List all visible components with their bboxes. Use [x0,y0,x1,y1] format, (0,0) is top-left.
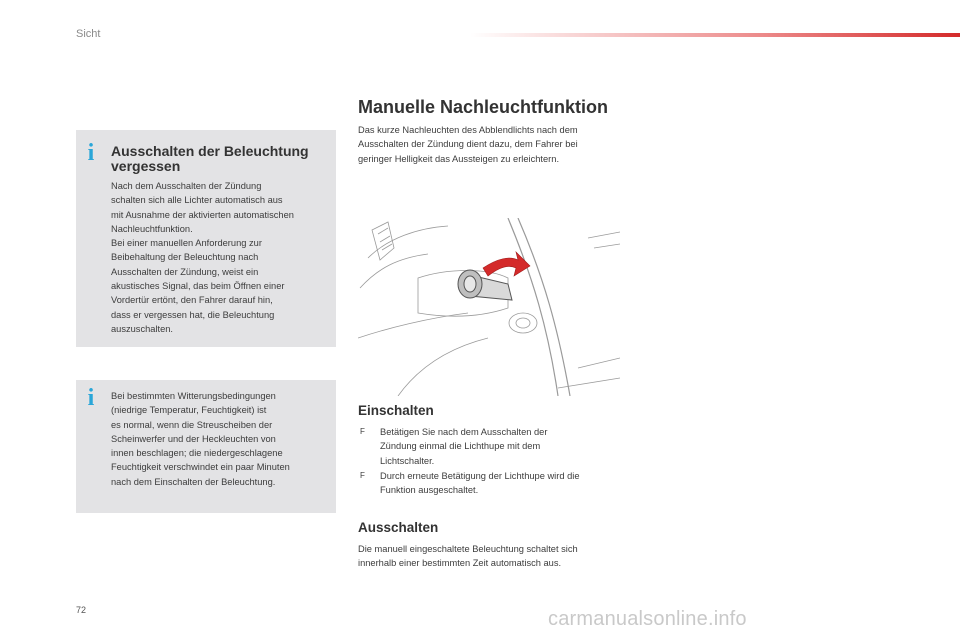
bullet-mark: F [360,471,365,480]
section-heading-ausschalten: Ausschalten [358,520,439,535]
info-icon: i [87,140,95,166]
info-icon: i [87,385,95,411]
info-box-forgotten-lights [76,130,336,347]
info-box-title: Ausschalten der Beleuchtung vergessen [111,143,309,174]
info-box-text: Nach dem Ausschalten der Zündung schalten sich alle Lichter automatisch aus mit Ausnahme der aktivierten automatischen Nachleuchtfunktion. Bei einer manuellen Anforderung zur Beibehaltung der Beleuchtung nach Ausschalten der Zündung, weist ein akustisches Signal, das beim Öffnen einer Vordertür ertönt, den Fahrer darauf hin, dass er vergessen hat, die Beleuchtung auszuschalten. [111,181,294,334]
bullet-mark: F [360,427,365,436]
page-title: Manuelle Nachleuchtfunktion [358,97,609,117]
section-label: Sicht [76,28,101,40]
list-item [358,425,620,469]
header-accent-bar [470,33,960,37]
info-box-condensation [76,380,336,513]
info-box-text: Bei bestimmten Witterungsbedingungen (niedrige Temperatur, Feuchtigkeit) ist es normal, wenn die Streuscheiben der Scheinwerfer und der Heckleuchten von innen beschlagen; die niedergeschlagene Feuchtigkeit verschwindet ein paar Minuten nach dem Einschalten der Beleuchtung. [111,391,290,487]
ausschalten-paragraph: Die manuell eingeschaltete Beleuchtung schaltet sich innerhalb einer bestimmten Zeit automatisch aus. [358,544,578,569]
list-item-text: Durch erneute Betätigung der Lichthupe wird die Funktion ausgeschaltet. [380,471,580,496]
watermark: carmanualsonline.info [548,608,747,630]
light-stalk-illustration [358,218,620,396]
intro-paragraph: Das kurze Nachleuchten des Abblendlichts nach dem Ausschalten der Zündung dient dazu, dem Fahrer bei geringer Helligkeit das Aussteigen zu erleichtern. [358,125,578,164]
page-number: 72 [76,605,87,615]
list-item-text: Betätigen Sie nach dem Ausschalten der Zündung einmal die Lichthupe mit dem Lichtschalter. [380,427,548,466]
section-heading-einschalten: Einschalten [358,403,434,418]
list-item [358,469,620,499]
